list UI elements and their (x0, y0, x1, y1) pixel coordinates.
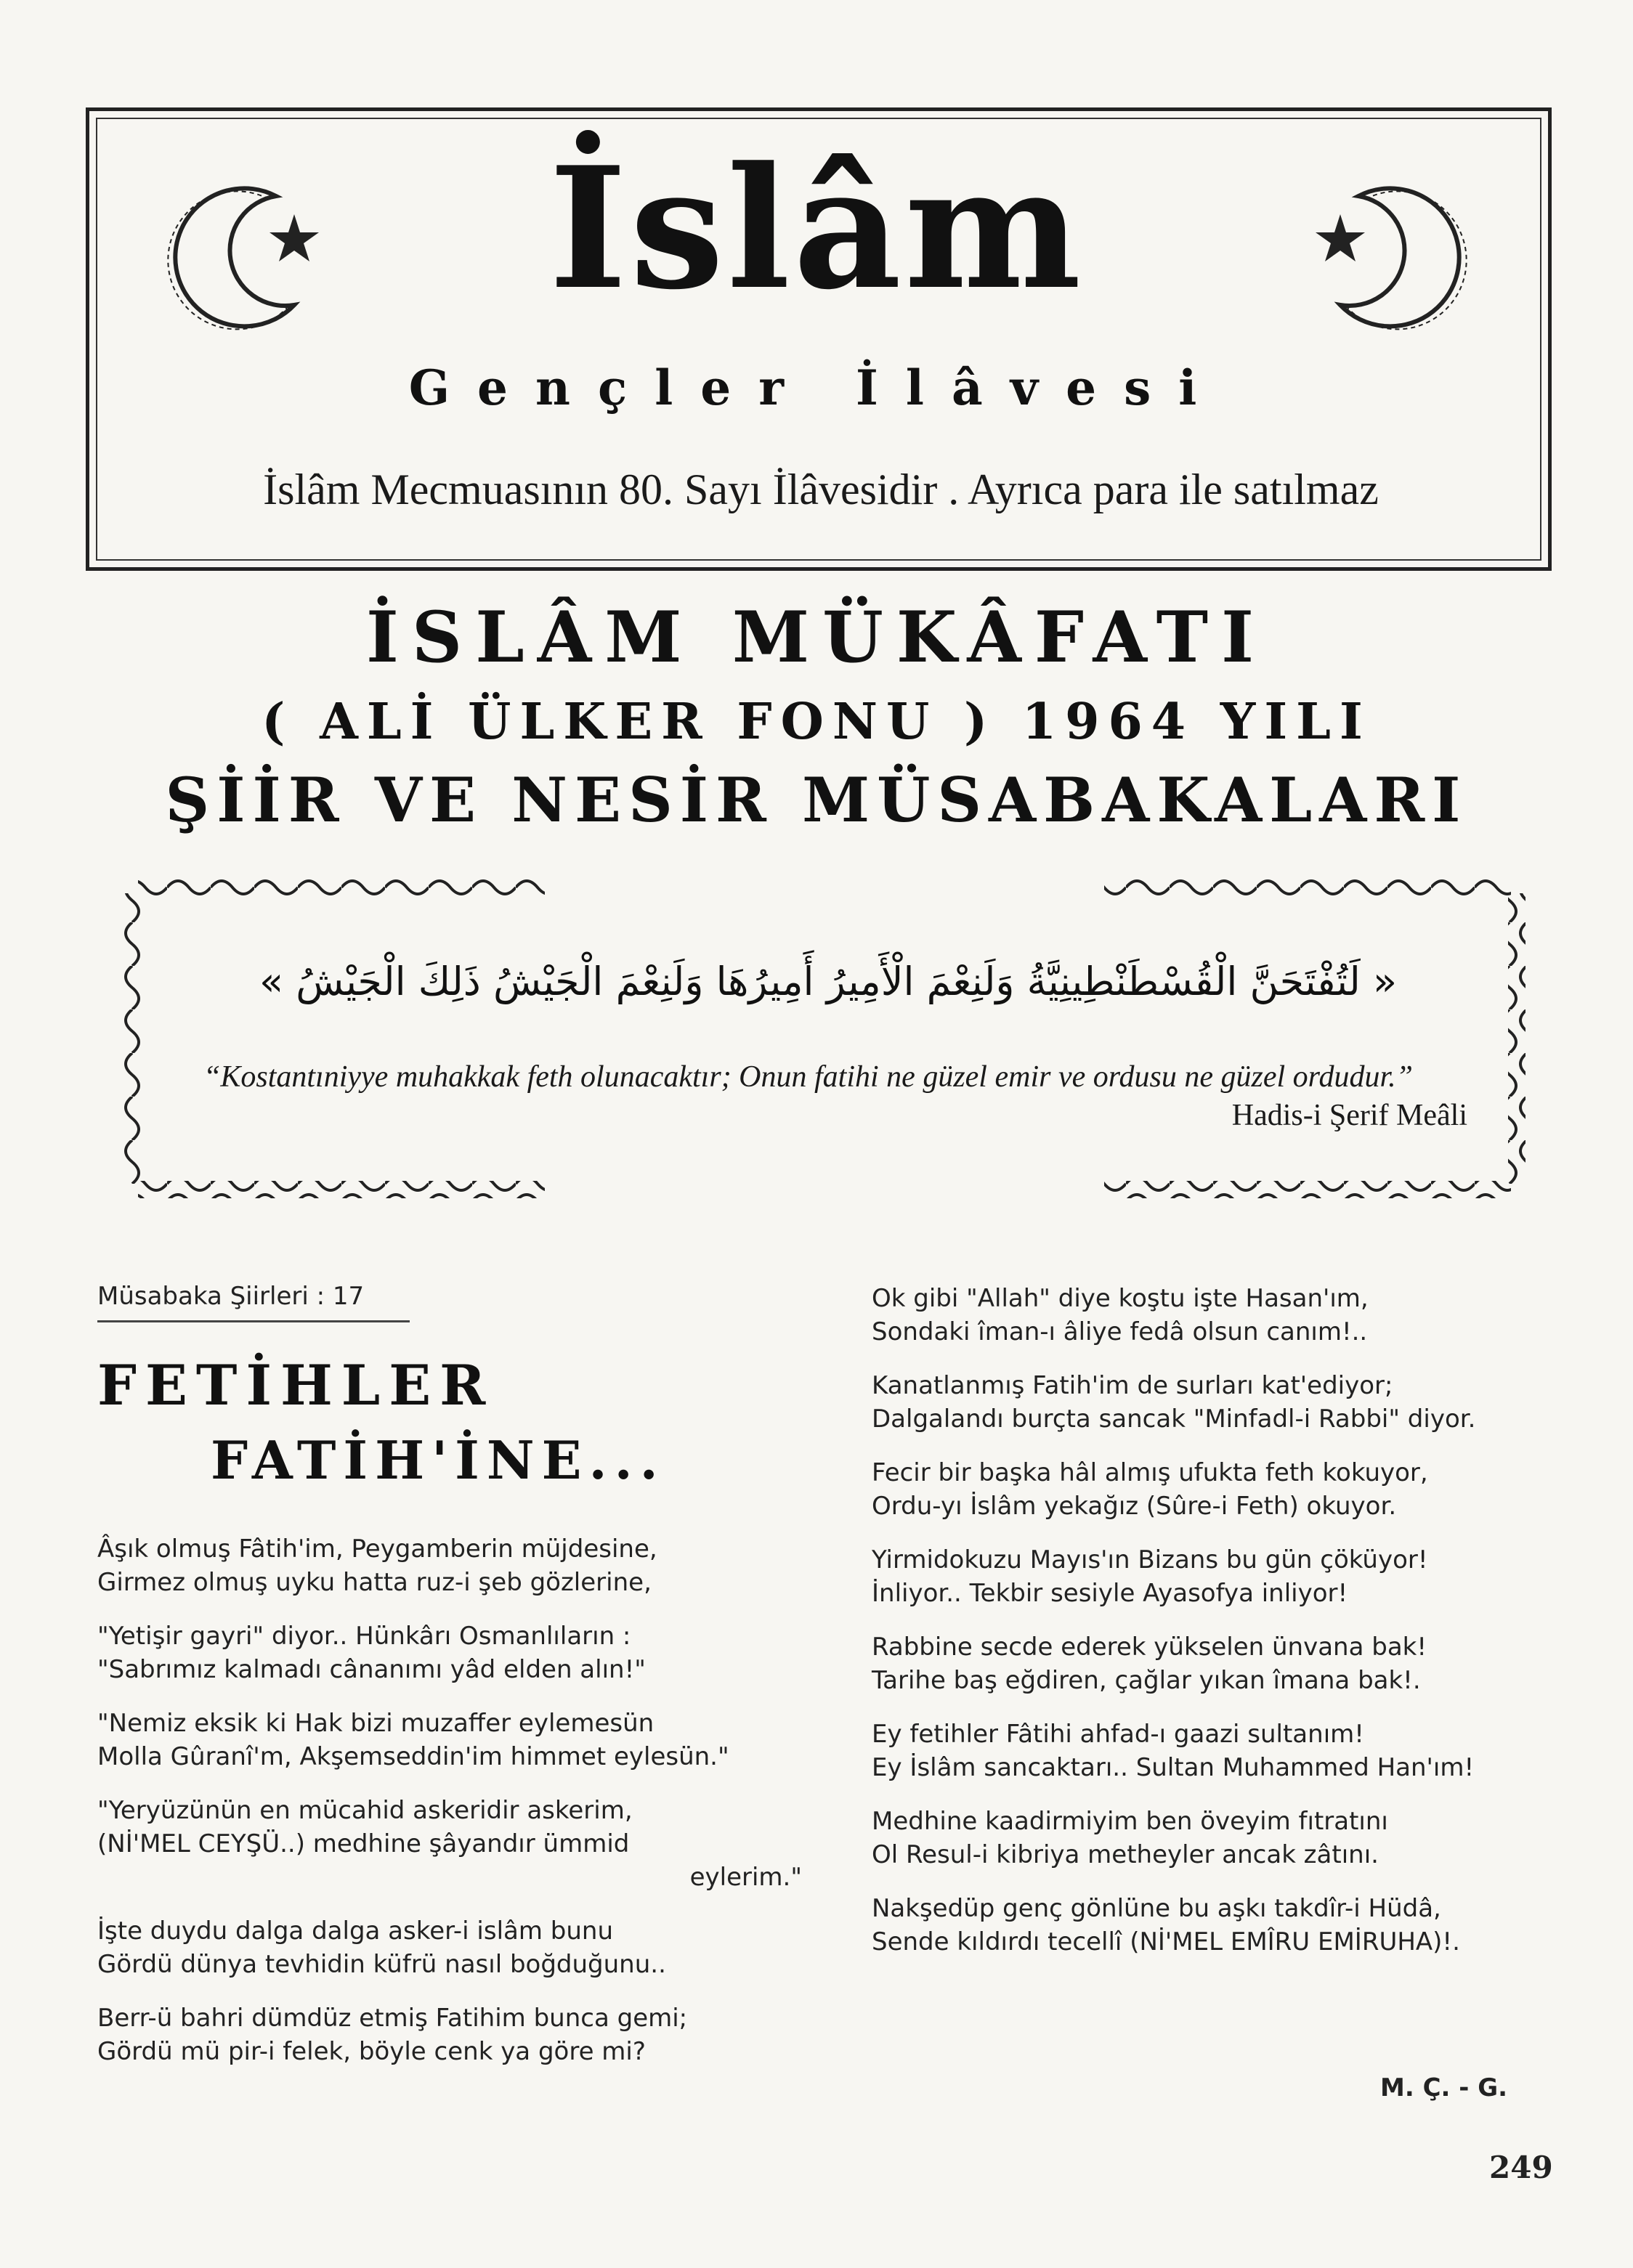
poem-line: Dalgalandı burçta sancak "Minfadl-i Rabbi" diyor. (872, 1405, 1476, 1434)
poem-line: Gördü mü pir-i felek, böyle cenk ya göre mi? (97, 2037, 646, 2066)
stanza (97, 1914, 824, 1981)
poem-line: Sende kıldırdı tecellî (Nİ'MEL EMÎRU EMİRUHA)!. (872, 1927, 1460, 1956)
poem-line: Kanatlanmış Fatih'im de surları kat'ediyor; (872, 1371, 1393, 1400)
stanza (872, 1718, 1569, 1784)
poem-line: Berr-ü bahri dümdüz etmiş Fatihim bunca gemi; (97, 2004, 688, 2033)
poem-line: Sondaki îman-ı âliye fedâ olsun canım!.. (872, 1317, 1368, 1346)
hadith-meaning: “Kostantıniyye muhakkak feth olunacaktır; Onun fatihi ne güzel emir ve ordusu ne güzel ordudur.” (203, 1060, 1414, 1094)
poem-line: Ey fetihler Fâtihi ahfad-ı gaazi sultanım! (872, 1720, 1364, 1749)
page-number: 249 (1489, 2150, 1553, 2185)
poem-line: Ey İslâm sancaktarı.. Sultan Muhammed Han'ım! (872, 1753, 1475, 1782)
poem-line: Molla Gûranî'm, Akşemseddin'im himmet eylesün." (97, 1742, 729, 1771)
poem-title-line2: FATİH'İNE... (211, 1429, 665, 1491)
stanza (872, 1456, 1569, 1523)
poem-line: İşte duydu dalga dalga asker-i islâm bunu (97, 1917, 614, 1946)
stanza (872, 1369, 1569, 1436)
poem-line: "Nemiz eksik ki Hak bizi muzaffer eylemesün (97, 1709, 655, 1738)
stanza (872, 1543, 1569, 1610)
headline-contest: ŞİİR VE NESİR MÜSABAKALARI (165, 764, 1468, 836)
stanza (872, 1630, 1569, 1697)
poem-line: Ordu-yı İslâm yekağız (Sûre-i Feth) okuyor. (872, 1492, 1397, 1521)
poem-line: Ok gibi "Allah" diye koştu işte Hasan'ım, (872, 1284, 1369, 1313)
hadith-arabic-text: « لَتُفْتَحَنَّ الْقُسْطَنْطِينِيَّةُ وَلَنِعْمَ الْأَمِيرُ أَمِيرُهَا وَلَنِعْمَ الْجَيْشُ ذَلِكَ الْجَيْشُ » (259, 959, 1398, 1004)
stanza (97, 1532, 824, 1599)
poem-right-column (872, 1282, 1569, 1979)
poem-line: "Sabrımız kalmadı cânanımı yâd elden alın!" (97, 1655, 646, 1684)
stanza (97, 2001, 824, 2068)
issue-note: İslâm Mecmuasının 80. Sayı İlâvesidir . Ayrıca para ile satılmaz (263, 466, 1379, 513)
poem-series-label: Müsabaka Şiirleri : 17 (97, 1282, 365, 1311)
poem-line: Medhine kaadirmiyim ben öveyim fıtratını (872, 1807, 1388, 1836)
poem-line: eylerim." (689, 1863, 802, 1892)
poem-title-line1: FETİHLER (97, 1353, 495, 1418)
stanza (97, 1794, 824, 1894)
poem-line: Âşık olmuş Fâtih'im, Peygamberin müjdesine, (97, 1535, 657, 1564)
stanza (872, 1805, 1569, 1871)
author-signature: M. Ç. - G. (1380, 2073, 1508, 2102)
poem-line: Yirmidokuzu Mayıs'ın Bizans bu gün çöküyor! (872, 1545, 1428, 1574)
stanza (872, 1282, 1569, 1349)
poem-line: "Yeryüzünün en mücahid askeridir askerim, (97, 1796, 633, 1825)
poem-line: Rabbine secde ederek yükselen ünvana bak! (872, 1633, 1427, 1662)
magazine-subtitle: Gençler İlâvesi (408, 359, 1225, 416)
poem-line: Fecir bir başka hâl almış ufukta feth kokuyor, (872, 1458, 1428, 1487)
poem-line: (Nİ'MEL CEYŞÜ..) medhine şâyandır ümmid (97, 1829, 630, 1858)
poem-line: "Yetişir gayri" diyor.. Hünkârı Osmanlıların : (97, 1622, 631, 1651)
stanza (97, 1707, 824, 1773)
headline-award: İSLÂM MÜKÂFATI (365, 596, 1268, 678)
poem-line: İnliyor.. Tekbir sesiyle Ayasofya inliyor! (872, 1579, 1348, 1608)
poem-line: Tarihe baş eğdiren, çağlar yıkan îmana bak!. (872, 1666, 1421, 1695)
poem-line: Gördü dünya tevhidin küfrü nasıl boğduğunu.. (97, 1950, 666, 1979)
poem-line: Girmez olmuş uyku hatta ruz-i şeb gözlerine, (97, 1568, 652, 1597)
headline-fund: ( ALİ ÜLKER FONU ) 1964 YILI (262, 693, 1371, 751)
poem-line: Nakşedüp genç gönlüne bu aşkı takdîr-i Hüdâ, (872, 1894, 1441, 1923)
hadith-ornamental-frame (123, 879, 1525, 1198)
magazine-title: İslâm (548, 131, 1085, 327)
poem-left-column (97, 1532, 824, 2089)
stanza (872, 1892, 1569, 1959)
series-underline (97, 1320, 410, 1322)
stanza (97, 1619, 824, 1686)
hadith-source: Hadis-i Şerif Meâli (1231, 1099, 1467, 1132)
poem-line: Ol Resul-i kibriya metheyler ancak zâtını. (872, 1840, 1379, 1869)
